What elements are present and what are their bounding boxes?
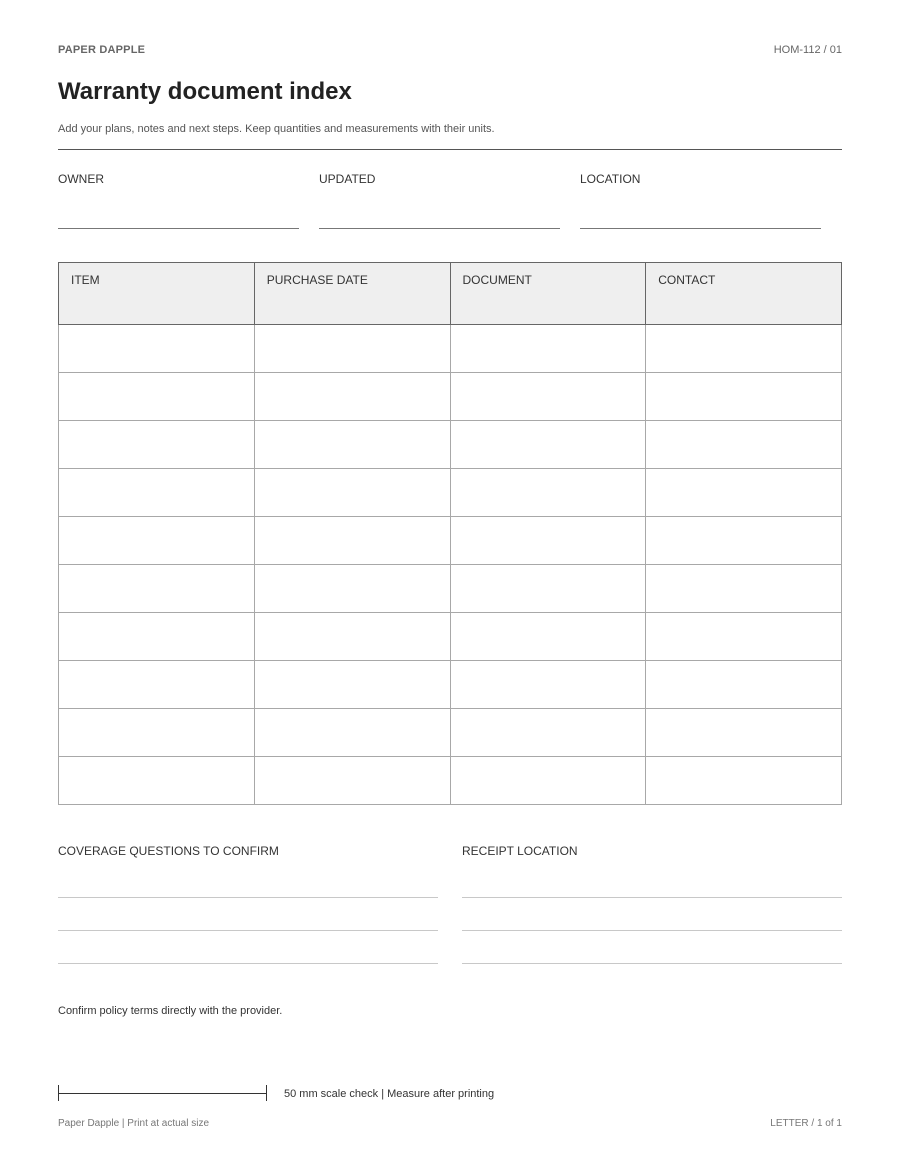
table-cell-item[interactable] — [59, 661, 255, 709]
scale-bar-tick-left — [58, 1085, 59, 1101]
table-row — [59, 469, 842, 517]
updated-write-line[interactable] — [319, 228, 560, 229]
coverage-questions-label: COVERAGE QUESTIONS TO CONFIRM — [58, 844, 279, 858]
table-cell-contact[interactable] — [646, 469, 842, 517]
table-cell-document[interactable] — [450, 757, 646, 805]
footer-left: Paper Dapple | Print at actual size — [58, 1118, 210, 1129]
table-cell-item[interactable] — [59, 517, 255, 565]
table-row — [59, 517, 842, 565]
scale-check-text: 50 mm scale check | Measure after printing — [284, 1088, 495, 1100]
table-row — [59, 325, 842, 373]
column-header-item: ITEM — [59, 263, 255, 325]
table-cell-purchase-date[interactable] — [254, 517, 450, 565]
table-cell-purchase-date[interactable] — [254, 613, 450, 661]
policy-note: Confirm policy terms directly with the provider. — [58, 1005, 283, 1017]
table-header-row — [59, 263, 842, 325]
warranty-table — [58, 262, 842, 805]
table-cell-purchase-date[interactable] — [254, 757, 450, 805]
column-header-contact: CONTACT — [646, 263, 842, 325]
scale-bar-tick-right — [266, 1085, 267, 1101]
table-cell-item[interactable] — [59, 565, 255, 613]
owner-field[interactable] — [58, 172, 299, 186]
scale-bar-line — [58, 1093, 267, 1094]
table-cell-item[interactable] — [59, 709, 255, 757]
table-cell-item[interactable] — [59, 325, 255, 373]
table-cell-item[interactable] — [59, 373, 255, 421]
table-body — [59, 325, 842, 805]
table-cell-purchase-date[interactable] — [254, 565, 450, 613]
table-row — [59, 421, 842, 469]
table-cell-document[interactable] — [450, 373, 646, 421]
scale-bar — [58, 1085, 267, 1101]
table-row — [59, 757, 842, 805]
table-cell-document[interactable] — [450, 517, 646, 565]
location-label: LOCATION — [580, 172, 641, 186]
table-cell-item[interactable] — [59, 421, 255, 469]
document-code: HOM-112 / 01 — [773, 44, 842, 56]
table-cell-item[interactable] — [59, 613, 255, 661]
table-cell-document[interactable] — [450, 565, 646, 613]
owner-label: OWNER — [58, 172, 104, 186]
receipt-write-line[interactable] — [462, 897, 842, 898]
table-cell-purchase-date[interactable] — [254, 325, 450, 373]
table-cell-contact[interactable] — [646, 517, 842, 565]
owner-write-line[interactable] — [58, 228, 299, 229]
table-cell-purchase-date[interactable] — [254, 709, 450, 757]
table-cell-document[interactable] — [450, 709, 646, 757]
updated-field[interactable] — [319, 172, 560, 186]
table-row — [59, 373, 842, 421]
table-row — [59, 613, 842, 661]
table-cell-purchase-date[interactable] — [254, 373, 450, 421]
table-cell-item[interactable] — [59, 469, 255, 517]
table-cell-document[interactable] — [450, 469, 646, 517]
receipt-location-label: RECEIPT LOCATION — [462, 844, 578, 858]
table-row — [59, 661, 842, 709]
receipt-write-line[interactable] — [462, 930, 842, 931]
coverage-write-line[interactable] — [58, 963, 438, 964]
updated-label: UPDATED — [319, 172, 376, 186]
table-cell-document[interactable] — [450, 613, 646, 661]
table-cell-document[interactable] — [450, 325, 646, 373]
table-cell-contact[interactable] — [646, 421, 842, 469]
table-cell-contact[interactable] — [646, 565, 842, 613]
receipt-write-line[interactable] — [462, 963, 842, 964]
table-cell-document[interactable] — [450, 661, 646, 709]
location-write-line[interactable] — [580, 228, 821, 229]
table-cell-purchase-date[interactable] — [254, 661, 450, 709]
table-cell-document[interactable] — [450, 421, 646, 469]
page-title: Warranty document index — [58, 78, 352, 105]
table-cell-item[interactable] — [59, 757, 255, 805]
location-field[interactable] — [580, 172, 821, 186]
table-cell-contact[interactable] — [646, 373, 842, 421]
warranty-table-container — [58, 262, 842, 805]
table-cell-purchase-date[interactable] — [254, 469, 450, 517]
coverage-write-line[interactable] — [58, 930, 438, 931]
table-cell-purchase-date[interactable] — [254, 421, 450, 469]
table-cell-contact[interactable] — [646, 325, 842, 373]
page-subtitle: Add your plans, notes and next steps. Keep quantities and measurements with their units. — [58, 123, 495, 135]
coverage-write-line[interactable] — [58, 897, 438, 898]
table-cell-contact[interactable] — [646, 613, 842, 661]
table-row — [59, 709, 842, 757]
column-header-purchase-date: PURCHASE DATE — [254, 263, 450, 325]
footer-page-info: LETTER / 1 of 1 — [770, 1118, 842, 1129]
column-header-document: DOCUMENT — [450, 263, 646, 325]
header-divider — [58, 149, 842, 150]
table-cell-contact[interactable] — [646, 661, 842, 709]
table-cell-contact[interactable] — [646, 709, 842, 757]
table-row — [59, 565, 842, 613]
table-cell-contact[interactable] — [646, 757, 842, 805]
brand-name: PAPER DAPPLE — [58, 44, 146, 56]
